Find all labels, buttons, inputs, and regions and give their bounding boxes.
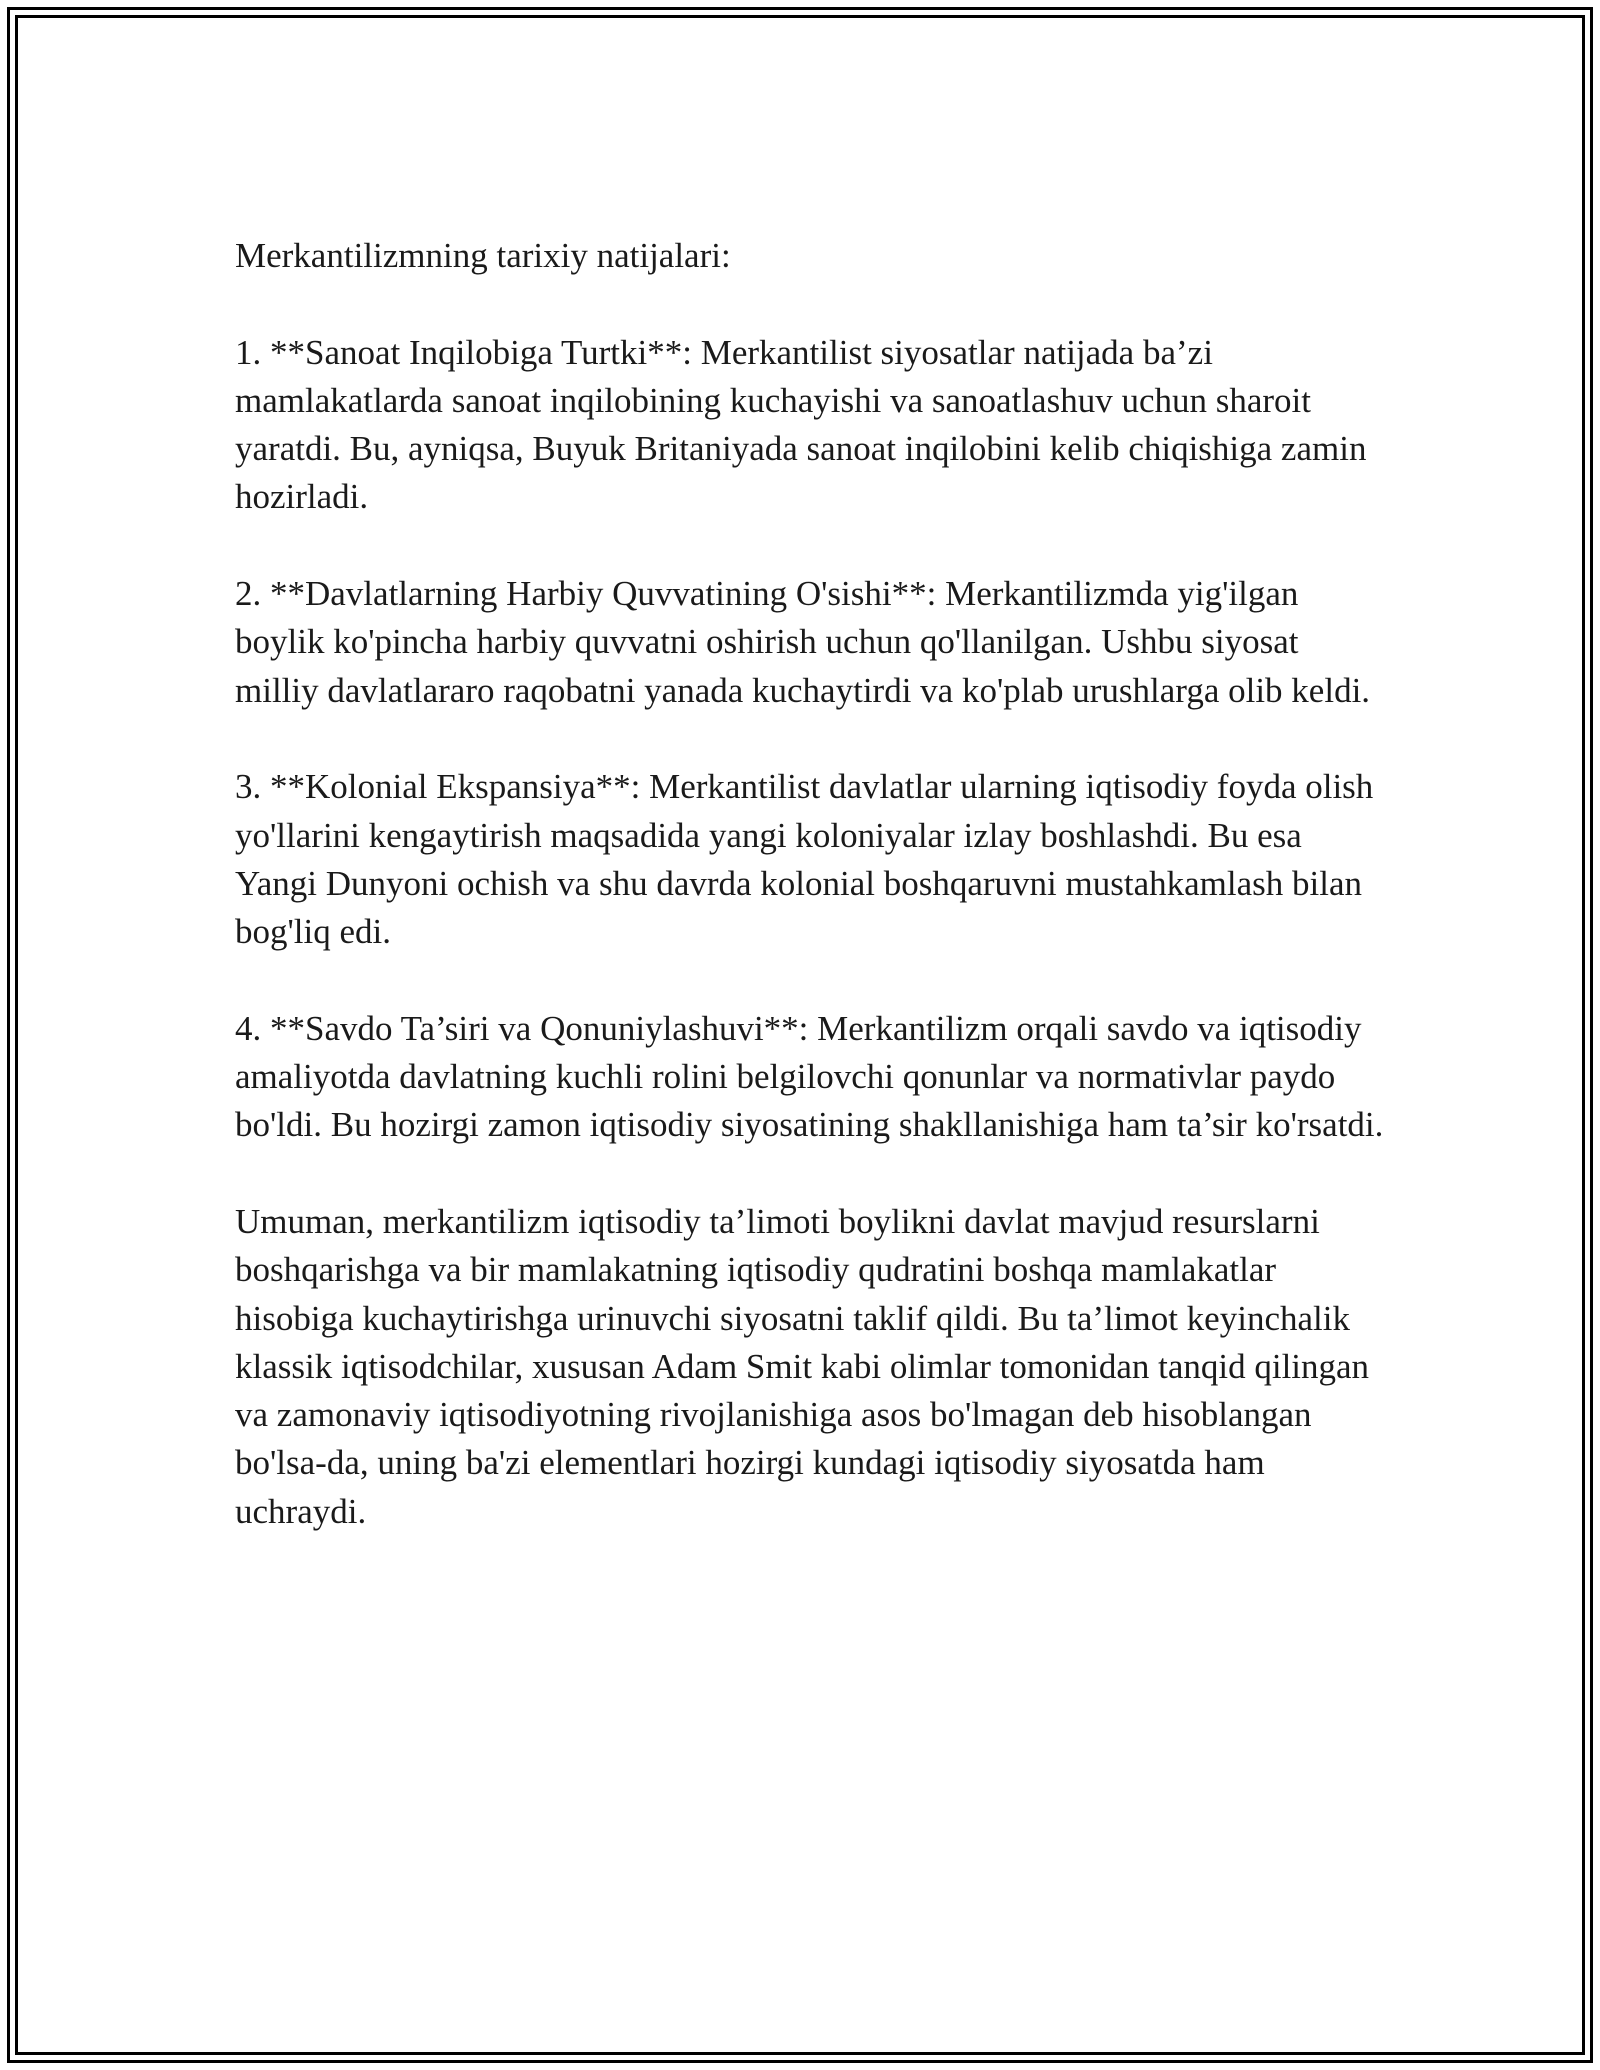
list-item-2: 2. **Davlatlarning Harbiy Quvvatining O'sishi**: Merkantilizmda yig'ilgan boylik ko'pincha harbiy quvvatni oshirish uchun qo'llanilgan. Ushbu siyosat milliy davlatlararo raqobatni yanada kuchaytirdi va ko'plab urushlarga olib keldi. <box>235 574 1371 710</box>
document-body <box>235 232 1385 1584</box>
conclusion-paragraph: Umuman, merkantilizm iqtisodiy ta’limoti boylikni davlat mavjud resurslarni boshqarishga va bir mamlakatning iqtisodiy qudratini boshqa mamlakatlar hisobiga kuchaytirishga urinuvchi siyosatni taklif qildi. Bu ta’limot keyinchalik klassik iqtisodchilar, xususan Adam Smit kabi olimlar tomonidan tanqid qilingan va zamonaviy iqtisodiyotning rivojlanishiga asos bo'lmagan deb hisoblangan bo'lsa-da, uning ba'zi elementlari hozirgi kundagi iqtisodiy siyosatda ham uchraydi. <box>235 1201 1370 1531</box>
list-item-4: 4. **Savdo Ta’siri va Qonuniylashuvi**: Merkantilizm orqali savdo va iqtisodiy amaliyotda davlatning kuchli rolini belgilovchi qonunlar va normativlar paydo bo'ldi. Bu hozirgi zamon iqtisodiy siyosatining shakllanishiga ham ta’sir ko'rsatdi. <box>235 1008 1384 1145</box>
document-heading: Merkantilizmning tarixiy natijalari: <box>235 236 731 275</box>
list-item-3: 3. **Kolonial Ekspansiya**: Merkantilist davlatlar ularning iqtisodiy foyda olish yo'llarini kengaytirish maqsadida yangi koloniyalar izlay boshlashdi. Bu esa Yangi Dunyoni ochish va shu davrda kolonial boshqaruvni mustahkamlash bilan bog'liq edi. <box>235 767 1374 952</box>
list-item-1: 1. **Sanoat Inqilobiga Turtki**: Merkantilist siyosatlar natijada ba’zi mamlakatlarda sanoat inqilobining kuchayishi va sanoatlashuv uchun sharoit yaratdi. Bu, ayniqsa, Buyuk Britaniyada sanoat inqilobini kelib chiqishiga zamin hozirladi. <box>235 332 1367 517</box>
